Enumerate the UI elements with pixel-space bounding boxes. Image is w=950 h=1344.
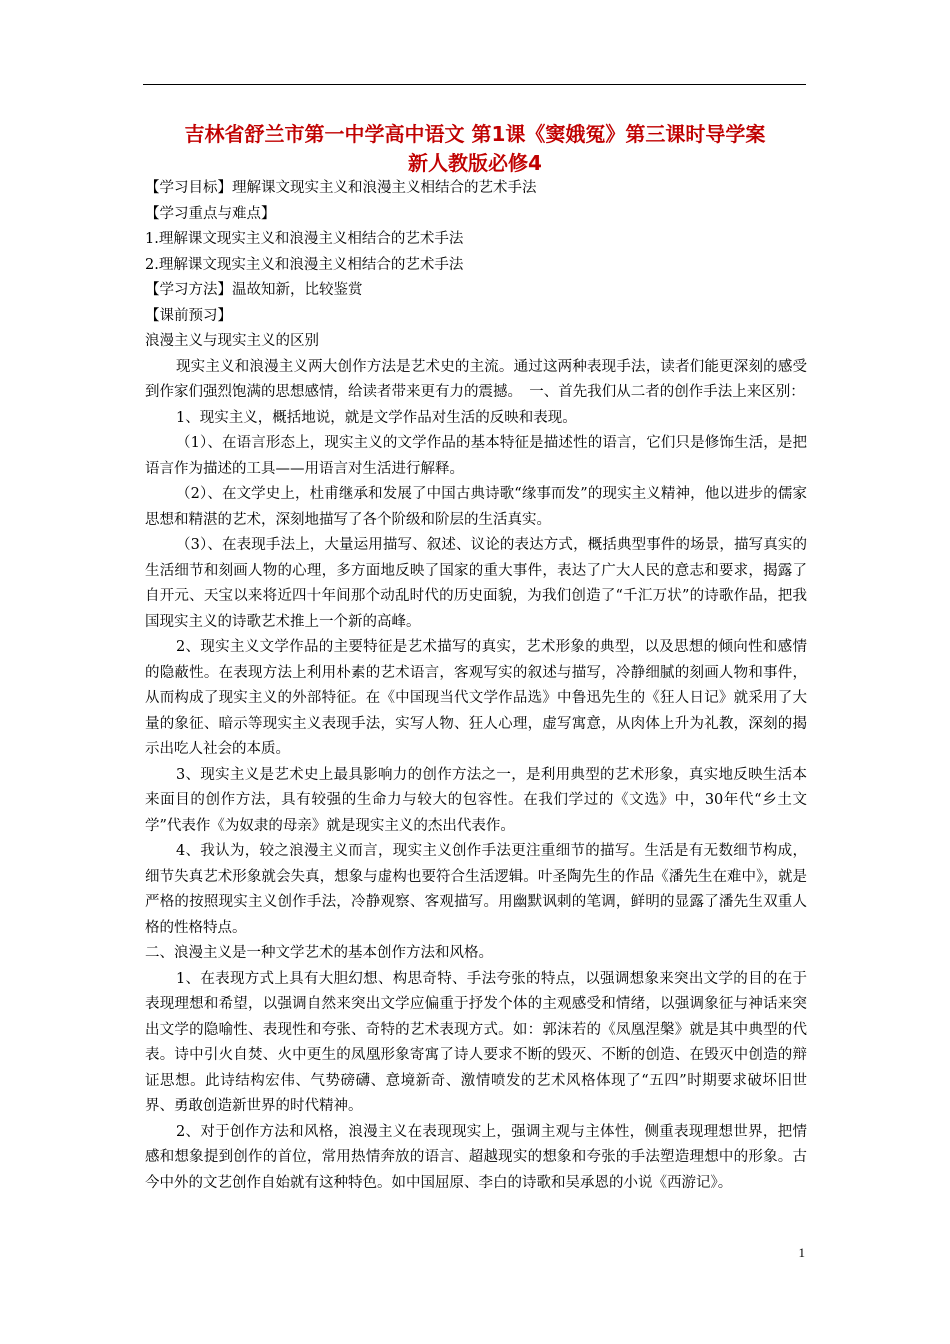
body-paragraph: 4、我认为，较之浪漫主义而言，现实主义创作手法更注重细节的描写。生活是有无数细节构成，细节失真艺术形象就会失真，想象与虚构也要符合生活逻辑。叶圣陶先生的作品《潘先生在难中》，就是严格的按照现实主义创作手法，冷静观察、客观描写。用幽默讽刺的笔调，鲜明的显露了潘先生双重人格的性格特点。 xyxy=(145,843,807,936)
body-paragraph: （3）、在表现手法上，大量运用描写、叙述、议论的表达方式，概括典型事件的场景，描写真实的生活细节和刻画人物的心理，多方面地反映了国家的重大事件，表达了广大人民的意志和要求，揭露了自开元、天宝以来将近四十年间那个动乱时代的历史面貌，为我们创造了“千汇万状”的诗歌作品，把我国现实主义的诗歌艺术推上一个新的高峰。 xyxy=(145,537,807,630)
page-number: 1 xyxy=(798,1245,805,1260)
body-paragraph: 现实主义和浪漫主义两大创作方法是艺术史的主流。通过这两种表现手法，读者们能更深刻的感受到作家们强烈饱满的思想感情，给读者带来更有力的震撼。 一、首先我们从二者的创作手法上来区别： xyxy=(145,358,807,400)
body-paragraph: 【学习重点与难点】 xyxy=(145,205,276,222)
document-title-line-2: 新人教版必修4 xyxy=(408,151,542,175)
body-paragraph: 浪漫主义与现实主义的区别 xyxy=(145,333,319,349)
body-paragraph: 2、对于创作方法和风格，浪漫主义在表现现实上，强调主观与主体性，侧重表现理想世界，把情感和想象提到创作的首位，常用热情奔放的语言、超越现实的想象和夸张的手法塑造理想中的形象。古今中外的文艺创作自始就有这种特色。如中国屈原、李白的诗歌和吴承恩的小说《西游记》。 xyxy=(145,1123,807,1191)
body-paragraph: （2）、在文学史上，杜甫继承和发展了中国古典诗歌“缘事而发”的现实主义精神，他以进步的儒家思想和精湛的艺术，深刻地描写了各个阶级和阶层的生活真实。 xyxy=(145,486,807,528)
document-title-line-1: 吉林省舒兰市第一中学高中语文 第1课《窦娥冤》第三课时导学案 xyxy=(184,122,766,146)
body-paragraph: （1）、在语言形态上，现实主义的文学作品的基本特征是描述性的语言，它们只是修饰生活，是把语言作为描述的工具——用语言对生活进行解释。 xyxy=(145,435,807,477)
body-paragraph: 二、浪漫主义是一种文学艺术的基本创作方法和风格。 xyxy=(145,945,493,961)
body-paragraph: 3、现实主义是艺术史上最具影响力的创作方法之一，是利用典型的艺术形象，真实地反映生活本来面目的创作方法，具有较强的生命力与较大的包容性。在我们学过的《文选》中，30年代“乡土文学”代表作《为奴隶的母亲》就是现实主义的杰出代表作。 xyxy=(145,766,807,834)
body-paragraph: 2、现实主义文学作品的主要特征是艺术描写的真实，艺术形象的典型，以及思想的倾向性和感情的隐蔽性。在表现方法上利用朴素的艺术语言，客观写实的叙述与描写，冷静细腻的刻画人物和事件，从而构成了现实主义的外部特征。在《中国现当代文学作品选》中鲁迅先生的《狂人日记》就采用了大量的象征、暗示等现实主义表现手法，实写人物、狂人心理，虚写寓意，从肉体上升为礼教，深刻的揭示出吃人社会的本质。 xyxy=(145,639,807,757)
body-paragraph: 2.理解课文现实主义和浪漫主义相结合的艺术手法 xyxy=(145,256,464,273)
body-paragraph: 1、在表现方式上具有大胆幻想、构思奇特、手法夸张的特点，以强调想象来突出文学的目的在于表现理想和希望，以强调自然来突出文学应偏重于抒发个体的主观感受和情绪，以强调象征与神话来突出文学的隐喻性、表现性和夸张、奇特的艺术表现方式。如：郭沫若的《凤凰涅槃》就是其中典型的代表。诗中引火自焚、火中更生的凤凰形象寄寓了诗人要求不断的毁灭、不断的创造、在毁灭中创造的辩证思想。此诗结构宏伟、气势磅礴、意境新奇、激情喷发的艺术风格体现了“五四”时期要求破坏旧世界、勇敢创造新世界的时代精神。 xyxy=(145,970,807,1114)
body-paragraph: 1.理解课文现实主义和浪漫主义相结合的艺术手法 xyxy=(145,231,464,247)
document-body xyxy=(145,176,807,1196)
body-paragraph: 1、现实主义，概括地说，就是文学作品对生活的反映和表现。 xyxy=(176,409,577,426)
body-paragraph: 【课前预习】 xyxy=(145,307,232,324)
header-rule xyxy=(143,84,806,85)
body-paragraph: 【学习方法】温故知新，比较鉴赏 xyxy=(145,282,363,298)
body-paragraph: 【学习目标】理解课文现实主义和浪漫主义相结合的艺术手法 xyxy=(145,180,537,196)
